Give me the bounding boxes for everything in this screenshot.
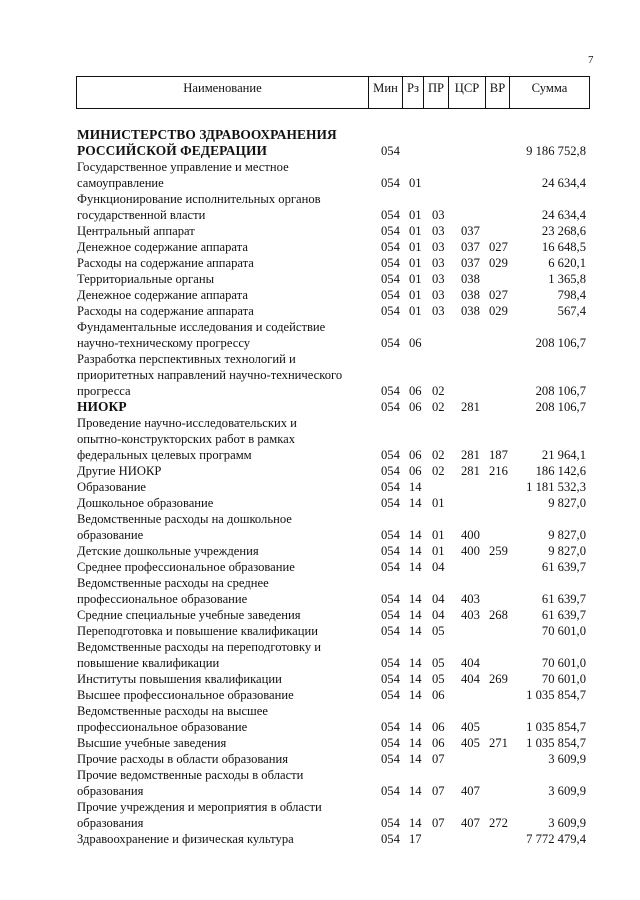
row-min-code: 054 (381, 384, 400, 398)
row-csr-code: 281 (461, 464, 480, 478)
row-sum: 567,4 (557, 304, 586, 318)
table-row (0, 223, 640, 239)
row-rz-code: 14 (409, 816, 422, 830)
row-name-line: образование (77, 528, 144, 542)
row-min-code: 054 (381, 208, 400, 222)
table-row (0, 511, 640, 543)
row-csr-code: 404 (461, 656, 480, 670)
row-name-line: профессиональное образование (77, 592, 248, 606)
row-min-code: 054 (381, 656, 400, 670)
row-pr-code: 06 (432, 736, 445, 750)
row-rz-code: 14 (409, 752, 422, 766)
row-rz-code: 01 (409, 176, 422, 190)
row-min-code: 054 (381, 544, 400, 558)
row-rz-code: 01 (409, 240, 422, 254)
table-row (0, 751, 640, 767)
row-name-line: Разработка перспективных технологий и (77, 352, 296, 366)
row-csr-code: 038 (461, 304, 480, 318)
row-csr-code: 407 (461, 784, 480, 798)
row-name-line: государственной власти (77, 208, 206, 222)
table-row (0, 287, 640, 303)
table-row (0, 607, 640, 623)
row-min-code: 054 (381, 304, 400, 318)
row-csr-code: 281 (461, 400, 480, 414)
row-rz-code: 06 (409, 400, 422, 414)
row-name-line: Фундаментальные исследования и содействие (77, 320, 326, 334)
row-vr-code: 187 (489, 448, 508, 462)
row-min-code: 054 (381, 624, 400, 638)
row-pr-code: 03 (432, 224, 445, 238)
row-rz-code: 14 (409, 688, 422, 702)
row-pr-code: 03 (432, 304, 445, 318)
row-name-line: Прочие учреждения и мероприятия в области (77, 800, 322, 814)
row-csr-code: 038 (461, 288, 480, 302)
row-pr-code: 02 (432, 464, 445, 478)
row-sum: 208 106,7 (535, 384, 586, 398)
row-sum: 61 639,7 (541, 608, 586, 622)
row-rz-code: 01 (409, 272, 422, 286)
row-rz-code: 14 (409, 608, 422, 622)
row-name-line: Территориальные органы (77, 272, 215, 286)
row-sum: 61 639,7 (541, 560, 586, 574)
row-name-line: повышение квалификации (77, 656, 220, 670)
row-sum: 3 609,9 (548, 752, 586, 766)
row-name-line: профессиональное образование (77, 720, 248, 734)
table-row (0, 623, 640, 639)
row-pr-code: 04 (432, 608, 445, 622)
row-sum: 70 601,0 (541, 656, 586, 670)
row-sum: 1 181 532,3 (526, 480, 586, 494)
row-rz-code: 01 (409, 208, 422, 222)
row-min-code: 054 (381, 224, 400, 238)
row-pr-code: 05 (432, 672, 445, 686)
row-name-line: Ведомственные расходы на высшее (77, 704, 268, 718)
row-sum: 1 035 854,7 (526, 736, 586, 750)
row-name-line: прогресса (77, 384, 131, 398)
table-row (0, 543, 640, 559)
row-csr-code: 037 (461, 240, 480, 254)
row-vr-code: 272 (489, 816, 508, 830)
row-csr-code: 403 (461, 608, 480, 622)
row-rz-code: 14 (409, 784, 422, 798)
row-name-line: самоуправление (77, 176, 164, 190)
row-sum: 6 620,1 (548, 256, 586, 270)
row-sum: 21 964,1 (541, 448, 586, 462)
row-name-line: НИОКР (77, 399, 127, 414)
row-rz-code: 14 (409, 736, 422, 750)
row-name-line: Дошкольное образование (77, 496, 214, 510)
row-name-line: Функционирование исполнительных органов (77, 192, 321, 206)
row-sum: 24 634,4 (541, 176, 586, 190)
page-number: 7 (588, 54, 594, 66)
row-pr-code: 04 (432, 560, 445, 574)
row-name-line: Прочие ведомственные расходы в области (77, 768, 304, 782)
row-pr-code: 06 (432, 688, 445, 702)
row-pr-code: 03 (432, 256, 445, 270)
row-rz-code: 14 (409, 592, 422, 606)
table-row (0, 127, 640, 159)
row-name-line: образования (77, 816, 144, 830)
row-vr-code: 216 (489, 464, 508, 478)
row-name-line: Прочие расходы в области образования (77, 752, 289, 766)
header-min: Мин (368, 77, 402, 108)
row-name-line: Ведомственные расходы на дошкольное (77, 512, 292, 526)
row-sum: 186 142,6 (535, 464, 586, 478)
row-sum: 3 609,9 (548, 784, 586, 798)
row-name-line: научно-техническому прогрессу (77, 336, 251, 350)
row-min-code: 054 (381, 752, 400, 766)
table-row (0, 303, 640, 319)
table-row (0, 463, 640, 479)
row-sum: 798,4 (557, 288, 586, 302)
row-name-line: Институты повышения квалификации (77, 672, 282, 686)
row-name-line: Денежное содержание аппарата (77, 288, 248, 302)
row-min-code: 054 (381, 496, 400, 510)
row-min-code: 054 (381, 672, 400, 686)
row-min-code: 054 (381, 400, 400, 414)
row-sum: 208 106,7 (535, 400, 586, 414)
table-row (0, 399, 640, 415)
row-sum: 9 186 752,8 (526, 144, 586, 158)
row-rz-code: 14 (409, 496, 422, 510)
row-name-line: Проведение научно-исследовательских и (77, 416, 297, 430)
row-vr-code: 029 (489, 256, 508, 270)
row-min-code: 054 (381, 176, 400, 190)
row-pr-code: 03 (432, 240, 445, 254)
header-rz: Рз (402, 77, 423, 108)
row-min-code: 054 (381, 736, 400, 750)
row-pr-code: 03 (432, 272, 445, 286)
row-pr-code: 07 (432, 816, 445, 830)
row-sum: 7 772 479,4 (526, 832, 586, 846)
row-sum: 24 634,4 (541, 208, 586, 222)
row-rz-code: 14 (409, 480, 422, 494)
row-name-line: Здравоохранение и физическая культура (77, 832, 294, 846)
row-min-code: 054 (381, 560, 400, 574)
table-row (0, 319, 640, 351)
table-row (0, 831, 640, 847)
row-sum: 9 827,0 (548, 496, 586, 510)
row-csr-code: 403 (461, 592, 480, 606)
row-csr-code: 400 (461, 528, 480, 542)
row-min-code: 054 (381, 816, 400, 830)
row-name-line: Высшие учебные заведения (77, 736, 227, 750)
table-row (0, 271, 640, 287)
table-row (0, 687, 640, 703)
row-pr-code: 06 (432, 720, 445, 734)
row-rz-code: 01 (409, 224, 422, 238)
row-rz-code: 14 (409, 720, 422, 734)
table-row (0, 703, 640, 735)
row-pr-code: 03 (432, 288, 445, 302)
row-pr-code: 01 (432, 528, 445, 542)
row-vr-code: 269 (489, 672, 508, 686)
row-name-line: Средние специальные учебные заведения (77, 608, 301, 622)
table-row (0, 495, 640, 511)
row-min-code: 054 (381, 272, 400, 286)
row-vr-code: 027 (489, 288, 508, 302)
row-pr-code: 05 (432, 656, 445, 670)
row-pr-code: 07 (432, 784, 445, 798)
row-name-line: МИНИСТЕРСТВО ЗДРАВООХРАНЕНИЯ (77, 127, 337, 142)
row-sum: 16 648,5 (541, 240, 586, 254)
row-name-line: Денежное содержание аппарата (77, 240, 248, 254)
row-name-line: Государственное управление и местное (77, 160, 289, 174)
row-csr-code: 404 (461, 672, 480, 686)
row-vr-code: 259 (489, 544, 508, 558)
row-rz-code: 01 (409, 256, 422, 270)
row-sum: 208 106,7 (535, 336, 586, 350)
row-min-code: 054 (381, 240, 400, 254)
row-min-code: 054 (381, 592, 400, 606)
table-row (0, 415, 640, 463)
table-header (76, 76, 590, 109)
row-name-line: Другие НИОКР (77, 464, 162, 478)
table-row (0, 479, 640, 495)
row-pr-code: 03 (432, 208, 445, 222)
header-vr: ВР (485, 77, 509, 108)
row-name-line: Переподготовка и повышение квалификации (77, 624, 318, 638)
row-name-line: федеральных целевых программ (77, 448, 252, 462)
row-min-code: 054 (381, 336, 400, 350)
row-pr-code: 07 (432, 752, 445, 766)
row-sum: 1 035 854,7 (526, 688, 586, 702)
table-row (0, 559, 640, 575)
header-name: Наименование (183, 81, 262, 95)
row-pr-code: 02 (432, 384, 445, 398)
row-sum: 70 601,0 (541, 624, 586, 638)
row-sum: 70 601,0 (541, 672, 586, 686)
row-pr-code: 05 (432, 624, 445, 638)
row-name-line: Среднее профессиональное образование (77, 560, 295, 574)
row-name-line: образования (77, 784, 144, 798)
row-sum: 23 268,6 (541, 224, 586, 238)
row-name-line: Высшее профессиональное образование (77, 688, 294, 702)
header-csr: ЦСР (448, 77, 485, 108)
row-name-line: Расходы на содержание аппарата (77, 304, 254, 318)
table-row (0, 575, 640, 607)
row-min-code: 054 (381, 464, 400, 478)
row-sum: 3 609,9 (548, 816, 586, 830)
table-row (0, 639, 640, 671)
table-row (0, 671, 640, 687)
row-sum: 1 365,8 (548, 272, 586, 286)
row-csr-code: 281 (461, 448, 480, 462)
row-name-line: РОССИЙСКОЙ ФЕДЕРАЦИИ (77, 143, 268, 158)
row-csr-code: 038 (461, 272, 480, 286)
row-name-line: Ведомственные расходы на переподготовку и (77, 640, 322, 654)
row-rz-code: 01 (409, 304, 422, 318)
row-csr-code: 405 (461, 720, 480, 734)
row-min-code: 054 (381, 832, 400, 846)
row-rz-code: 14 (409, 656, 422, 670)
row-pr-code: 02 (432, 400, 445, 414)
row-min-code: 054 (381, 720, 400, 734)
row-name-line: приоритетных направлений научно-технического (77, 368, 343, 382)
row-name-line: опытно-конструкторских работ в рамках (77, 432, 296, 446)
row-sum: 9 827,0 (548, 544, 586, 558)
table-row (0, 351, 640, 399)
row-min-code: 054 (381, 528, 400, 542)
row-rz-code: 14 (409, 672, 422, 686)
row-pr-code: 01 (432, 496, 445, 510)
row-name-line: Расходы на содержание аппарата (77, 256, 254, 270)
row-rz-code: 06 (409, 448, 422, 462)
row-pr-code: 02 (432, 448, 445, 462)
table-row (0, 191, 640, 223)
row-sum: 1 035 854,7 (526, 720, 586, 734)
row-csr-code: 405 (461, 736, 480, 750)
row-min-code: 054 (381, 144, 400, 158)
row-vr-code: 027 (489, 240, 508, 254)
row-vr-code: 271 (489, 736, 508, 750)
row-csr-code: 407 (461, 816, 480, 830)
row-rz-code: 06 (409, 336, 422, 350)
row-vr-code: 029 (489, 304, 508, 318)
table-row (0, 799, 640, 831)
table-row (0, 767, 640, 799)
row-min-code: 054 (381, 448, 400, 462)
row-min-code: 054 (381, 288, 400, 302)
row-rz-code: 14 (409, 528, 422, 542)
budget-table-body (0, 127, 640, 847)
row-rz-code: 14 (409, 624, 422, 638)
row-csr-code: 037 (461, 256, 480, 270)
table-row (0, 239, 640, 255)
row-min-code: 054 (381, 608, 400, 622)
row-name-line: Центральный аппарат (77, 224, 195, 238)
row-min-code: 054 (381, 784, 400, 798)
table-row (0, 255, 640, 271)
row-rz-code: 14 (409, 544, 422, 558)
row-name-line: Образование (77, 480, 147, 494)
header-sum: Сумма (509, 77, 589, 108)
row-name-line: Детские дошкольные учреждения (77, 544, 259, 558)
row-pr-code: 04 (432, 592, 445, 606)
row-vr-code: 268 (489, 608, 508, 622)
row-min-code: 054 (381, 688, 400, 702)
row-csr-code: 400 (461, 544, 480, 558)
row-min-code: 054 (381, 256, 400, 270)
row-rz-code: 06 (409, 464, 422, 478)
table-row (0, 159, 640, 191)
row-rz-code: 17 (409, 832, 422, 846)
row-min-code: 054 (381, 480, 400, 494)
row-sum: 9 827,0 (548, 528, 586, 542)
row-name-line: Ведомственные расходы на среднее (77, 576, 269, 590)
row-pr-code: 01 (432, 544, 445, 558)
table-row (0, 735, 640, 751)
header-pr: ПР (423, 77, 448, 108)
row-csr-code: 037 (461, 224, 480, 238)
row-sum: 61 639,7 (541, 592, 586, 606)
row-rz-code: 06 (409, 384, 422, 398)
row-rz-code: 14 (409, 560, 422, 574)
row-rz-code: 01 (409, 288, 422, 302)
